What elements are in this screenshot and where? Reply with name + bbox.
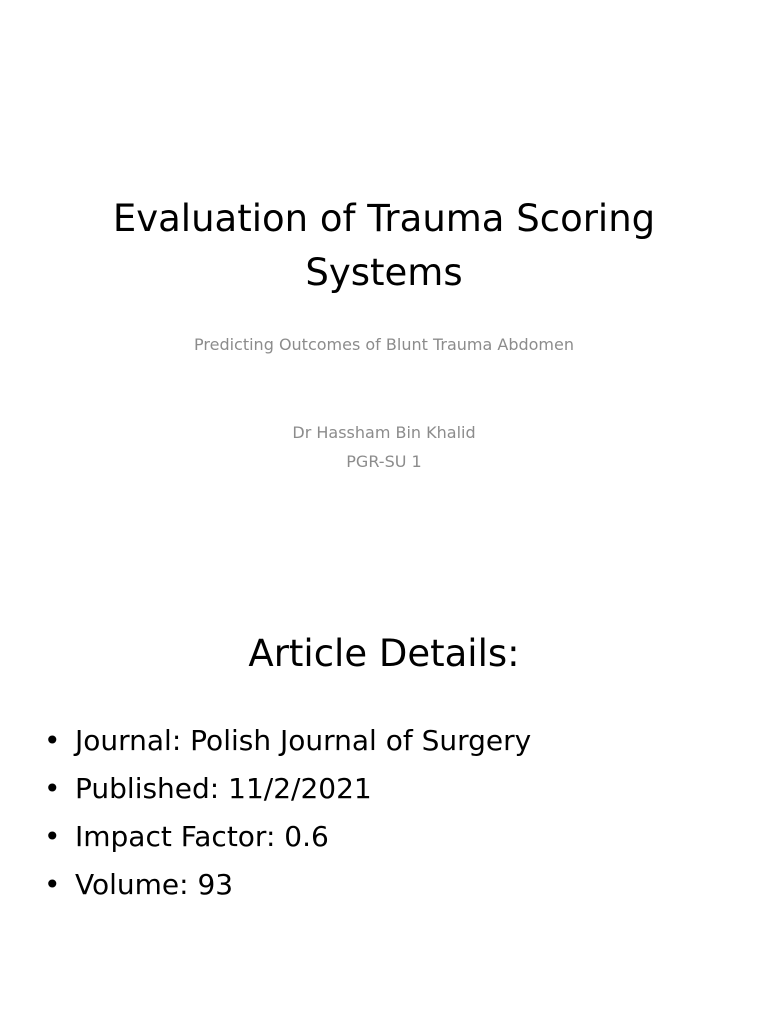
bullet-icon: • — [44, 868, 61, 901]
list-item-text: Journal: Polish Journal of Surgery — [75, 724, 532, 757]
article-details-slide — [0, 512, 768, 1024]
author-name: Dr Hassham Bin Khalid — [292, 423, 476, 442]
list-item-text: Volume: 93 — [75, 868, 234, 901]
details-list — [40, 717, 728, 909]
bullet-icon: • — [44, 772, 61, 805]
author-role: PGR-SU 1 — [346, 452, 422, 471]
list-item-journal — [40, 717, 728, 765]
list-item-volume — [40, 861, 728, 909]
slide-title: Evaluation of Trauma Scoring Systems — [112, 197, 656, 294]
list-item-text: Published: 11/2/2021 — [75, 772, 372, 805]
list-item-impact-factor — [40, 813, 728, 861]
list-item-published — [40, 765, 728, 813]
list-item-text: Impact Factor: 0.6 — [75, 820, 329, 853]
bullet-icon: • — [44, 820, 61, 853]
bullet-icon: • — [44, 724, 61, 757]
slide-subtitle: Predicting Outcomes of Blunt Trauma Abdomen — [194, 335, 574, 354]
section-heading: Article Details: — [248, 632, 520, 675]
